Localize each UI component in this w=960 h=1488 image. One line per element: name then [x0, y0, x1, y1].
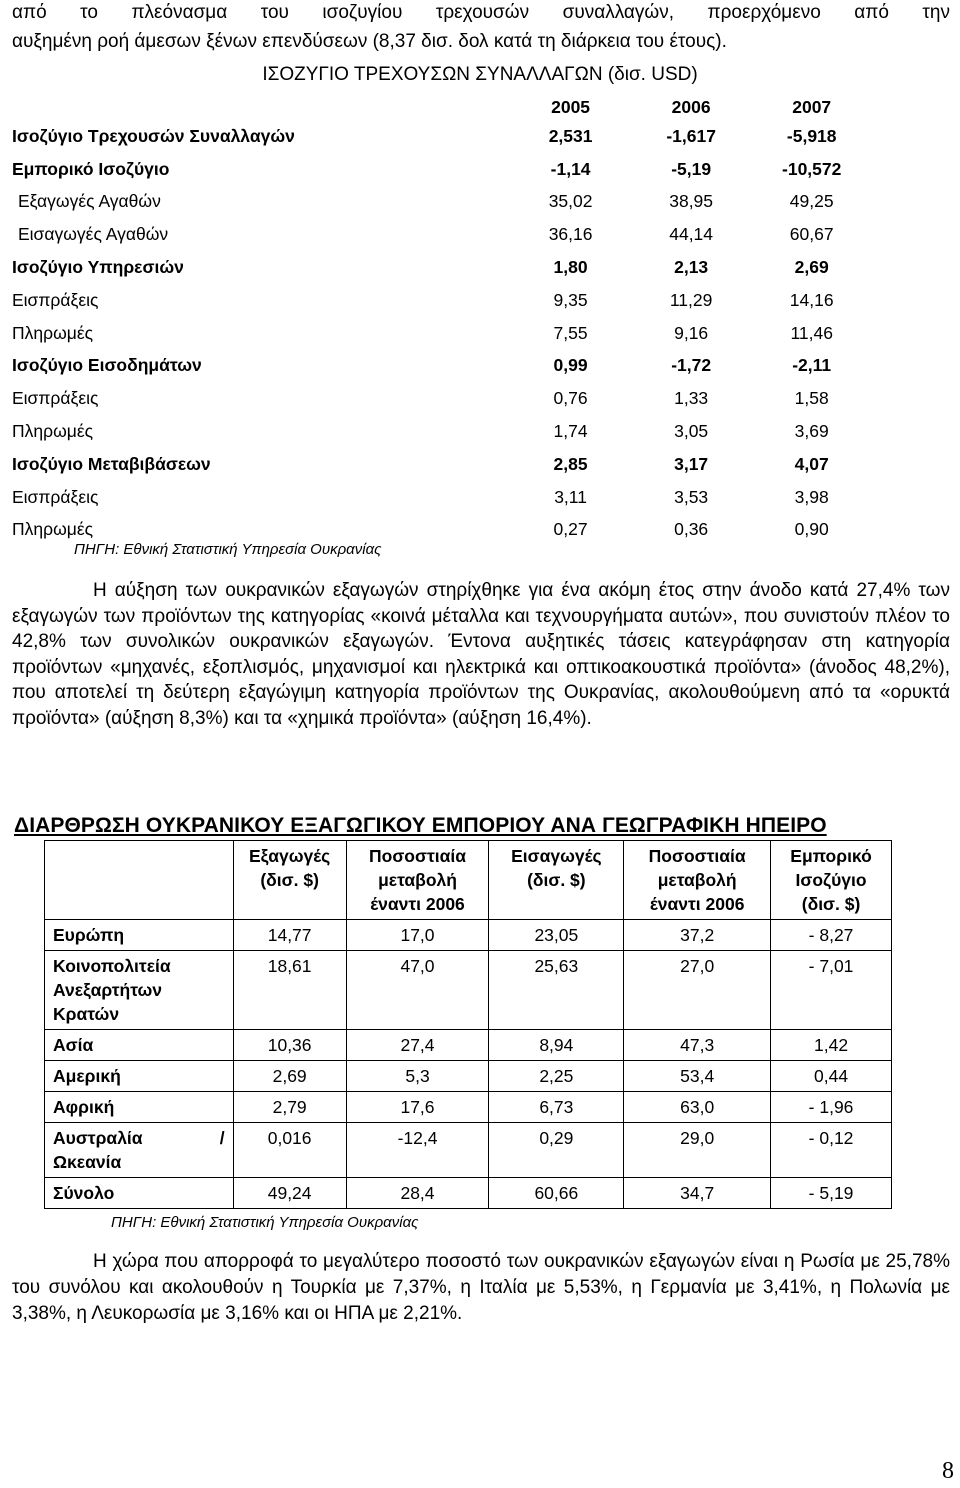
header-cell: Εξαγωγές (δισ. $): [233, 841, 346, 920]
table-row: [12, 415, 872, 448]
bop-year-header: [12, 94, 872, 120]
table-row: [12, 120, 872, 153]
cell-value: 0,99: [553, 355, 588, 376]
cell-value: 2,69: [233, 1061, 346, 1092]
cell-value: 27,4: [346, 1030, 489, 1061]
cell-value: 2,13: [674, 257, 709, 278]
cell-value: 11,46: [790, 322, 833, 343]
table-row: [12, 317, 872, 350]
cell-value: 4,07: [794, 453, 829, 474]
table-row: [45, 920, 892, 951]
table-row: [45, 1123, 892, 1178]
region-label: Αμερική: [45, 1061, 234, 1092]
cell-value: 38,95: [669, 191, 714, 212]
geo-source-note: ΠΗΓΗ: Εθνική Στατιστική Υπηρεσία Ουκρανίας: [111, 1214, 419, 1231]
destinations-paragraph: Η χώρα που απορροφά το μεγαλύτερο ποσοστό των ουκρανικών εξαγωγών είναι η Ρωσία με 25,78% του συνόλου και ακολουθούν η Τουρκία με 7,37%, η Ιταλία με 5,53%, η Γερμανία με 3,41%, η Πολωνία με 3,38%, η Λευκορωσία με 3,16% και οι ΗΠΑ με 2,21%.: [12, 1251, 950, 1324]
geo-table: [44, 840, 892, 1209]
intro-line-1: από το πλεόνασμα του ισοζυγίου τρεχουσών συναλλαγών, προερχόμενο από την: [12, 2, 950, 23]
cell-value: 0,76: [553, 388, 588, 409]
cell-value: 0,90: [794, 519, 829, 540]
cell-value: 18,61: [233, 951, 346, 1030]
region-label: Σύνολο: [45, 1178, 234, 1209]
cell-value: 47,3: [624, 1030, 771, 1061]
table-row: [12, 350, 872, 383]
bop-table: [12, 94, 872, 546]
cell-value: -12,4: [346, 1123, 489, 1178]
cell-value: 3,53: [674, 486, 709, 507]
table-row: [12, 284, 872, 317]
cell-value: 23,05: [489, 920, 624, 951]
table-row: [12, 448, 872, 481]
cell-value: 1,74: [553, 421, 588, 442]
cell-value: 34,7: [624, 1178, 771, 1209]
cell-value: 5,3: [346, 1061, 489, 1092]
table-row: [12, 382, 872, 415]
header-cell: Ποσοστιαία μεταβολή έναντι 2006: [346, 841, 489, 920]
cell-value: 1,42: [771, 1030, 892, 1061]
cell-value: 2,79: [233, 1092, 346, 1123]
row-label: Πληρωμές: [12, 421, 94, 442]
year-2006: 2006: [671, 96, 711, 117]
cell-value: -1,14: [550, 158, 591, 179]
row-label: Ισοζύγιο Τρεχουσών Συναλλαγών: [12, 125, 295, 146]
cell-value: -5,918: [786, 125, 837, 146]
cell-value: 8,94: [489, 1030, 624, 1061]
cell-value: 3,11: [554, 486, 587, 507]
region-label: Αφρική: [45, 1092, 234, 1123]
cell-value: 27,0: [624, 951, 771, 1030]
row-label: Ισοζύγιο Μεταβιβάσεων: [12, 453, 211, 474]
cell-value: 17,0: [346, 920, 489, 951]
row-label: Πληρωμές: [12, 519, 94, 540]
cell-value: 47,0: [346, 951, 489, 1030]
cell-value: -1,72: [671, 355, 712, 376]
cell-value: 49,25: [789, 191, 834, 212]
year-2005: 2005: [551, 96, 591, 117]
cell-value: 0,36: [674, 519, 709, 540]
header-cell: Εμπορικό Ισοζύγιο (δισ. $): [771, 841, 892, 920]
cell-value: 14,16: [789, 289, 834, 310]
cell-value: 2,85: [553, 453, 588, 474]
geo-heading: ΔΙΑΡΘΡΩΣΗ ΟΥΚΡΑΝΙΚΟΥ ΕΞΑΓΩΓΙΚΟΥ ΕΜΠΟΡΙΟΥ ΑΝΑ ΓΕΩΓΡΑΦΙΚΗ ΗΠΕΙΡΟ: [14, 814, 827, 837]
cell-value: 49,24: [233, 1178, 346, 1209]
cell-value: -2,11: [792, 355, 832, 376]
cell-value: 0,44: [771, 1061, 892, 1092]
table-row: [45, 951, 892, 1030]
cell-value: 44,14: [669, 224, 714, 245]
cell-value: 14,77: [233, 920, 346, 951]
cell-value: 0,29: [489, 1123, 624, 1178]
cell-value: 60,66: [489, 1178, 624, 1209]
cell-value: 9,16: [674, 322, 709, 343]
cell-value: 2,69: [794, 257, 829, 278]
cell-value: 36,16: [548, 224, 593, 245]
geo-header-row: [45, 841, 892, 920]
bop-source-note: ΠΗΓΗ: Εθνική Στατιστική Υπηρεσία Ουκρανίας: [74, 541, 382, 558]
cell-value: 35,02: [548, 191, 593, 212]
header-cell: [45, 841, 234, 920]
cell-value: 28,4: [346, 1178, 489, 1209]
row-label: Ισοζύγιο Εισοδημάτων: [12, 355, 202, 376]
cell-value: 0,016: [233, 1123, 346, 1178]
cell-value: 37,2: [624, 920, 771, 951]
cell-value: -5,19: [671, 158, 712, 179]
row-label: Εισαγωγές Αγαθών: [18, 224, 169, 245]
year-2007: 2007: [792, 96, 832, 117]
cell-value: 3,98: [794, 486, 829, 507]
cell-value: 1,33: [674, 388, 709, 409]
cell-value: - 8,27: [771, 920, 892, 951]
region-label: Ευρώπη: [45, 920, 234, 951]
region-label: Ασία: [45, 1030, 234, 1061]
exports-paragraph: Η αύξηση των ουκρανικών εξαγωγών στηρίχθηκε για ένα ακόμη έτος στην άνοδο κατά 27,4% των εξαγωγών των προϊόντων της κατηγορίας «κοινά μέταλλα και τεχνουργήματα αυτών», που συνιστούν πλέον το 42,8% των συνολικών ουκρανικών εξαγωγών. Έντονα αυξητικές τάσεις κατεγράφησαν στη κατηγορία προϊόντων «μηχανές, εξοπλισμός, μηχανισμοί και ηλεκτρικά και οπτικοακουστικά προϊόντα» (άνοδος 48,2%), που αποτελεί τη δεύτερη εξαγώγιμη κατηγορία προϊόντων της Ουκρανίας, ακολουθούμενη από τα «ορυκτά προϊόντα» (αύξηση 8,3%) και τα «χημικά προϊόντα» (αύξηση 16,4%).: [12, 580, 950, 729]
table-row: [12, 251, 872, 284]
cell-value: 7,55: [553, 322, 588, 343]
table-row: [12, 218, 872, 251]
cell-value: 10,36: [233, 1030, 346, 1061]
row-label: Εισπράξεις: [12, 486, 99, 507]
cell-value: 53,4: [624, 1061, 771, 1092]
intro-line-2: αυξημένη ροή άμεσων ξένων επενδύσεων (8,37 δισ. δολ κατά τη διάρκεια του έτους).: [12, 31, 727, 52]
header-cell: Ποσοστιαία μεταβολή έναντι 2006: [624, 841, 771, 920]
table-row: [45, 1092, 892, 1123]
table-row: [45, 1030, 892, 1061]
header-cell: Εισαγωγές (δισ. $): [489, 841, 624, 920]
cell-value: - 7,01: [771, 951, 892, 1030]
page-number: 8: [942, 1458, 954, 1484]
row-label: Εξαγωγές Αγαθών: [18, 191, 161, 212]
row-label: Εισπράξεις: [12, 289, 99, 310]
table-row: [12, 481, 872, 514]
cell-value: 6,73: [489, 1092, 624, 1123]
cell-value: - 0,12: [771, 1123, 892, 1178]
cell-value: -10,572: [782, 158, 842, 179]
cell-value: 9,35: [553, 289, 588, 310]
table-row: [12, 153, 872, 186]
cell-value: -1,617: [666, 125, 716, 146]
cell-value: 2,25: [489, 1061, 624, 1092]
cell-value: 3,05: [674, 421, 709, 442]
row-label: Εμπορικό Ισοζύγιο: [12, 158, 170, 179]
table-row-total: [45, 1178, 892, 1209]
cell-value: 11,29: [669, 289, 713, 310]
cell-value: - 5,19: [771, 1178, 892, 1209]
bop-table-title: ΙΣΟΖΥΓΙΟ ΤΡΕΧΟΥΣΩΝ ΣΥΝΑΛΛΑΓΩΝ (δισ. USD): [262, 64, 698, 85]
cell-value: 60,67: [789, 224, 834, 245]
row-label: Ισοζύγιο Υπηρεσιών: [12, 257, 184, 278]
table-row: [12, 186, 872, 219]
cell-value: 0,27: [553, 519, 588, 540]
cell-value: - 1,96: [771, 1092, 892, 1123]
region-label: Αυστραλία / Ωκεανία: [45, 1123, 234, 1178]
cell-value: 25,63: [489, 951, 624, 1030]
cell-value: 29,0: [624, 1123, 771, 1178]
row-label: Εισπράξεις: [12, 388, 99, 409]
cell-value: 1,80: [553, 257, 588, 278]
row-label: Πληρωμές: [12, 322, 94, 343]
cell-value: 17,6: [346, 1092, 489, 1123]
cell-value: 2,531: [548, 125, 593, 146]
table-row: [45, 1061, 892, 1092]
cell-value: 63,0: [624, 1092, 771, 1123]
cell-value: 3,17: [674, 453, 709, 474]
cell-value: 3,69: [794, 421, 829, 442]
region-label: Κοινοπολιτεία Ανεξαρτήτων Κρατών: [45, 951, 234, 1030]
cell-value: 1,58: [794, 388, 829, 409]
